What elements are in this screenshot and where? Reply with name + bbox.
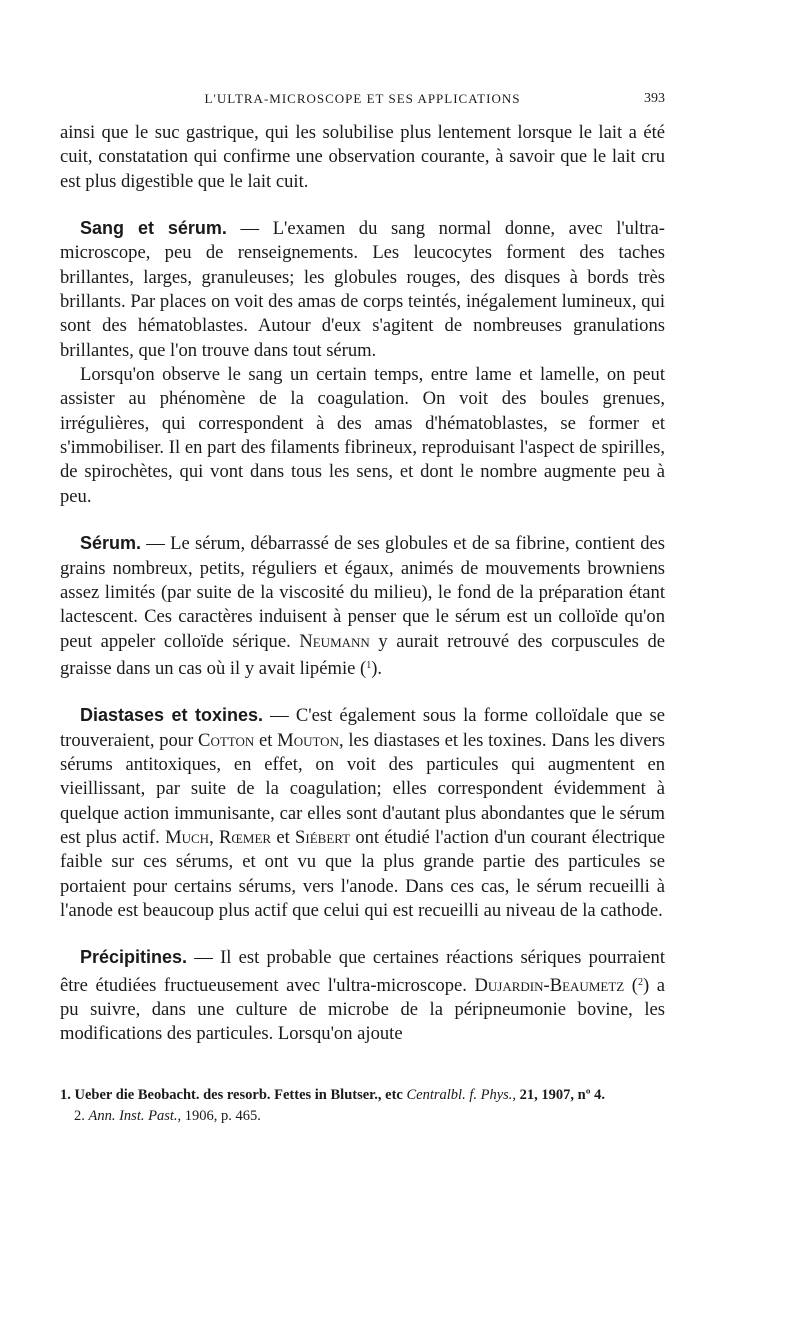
footnote-2-journal: Ann. Inst. Past. xyxy=(88,1108,178,1124)
footnote-1-tail: , 1907, nº 4. xyxy=(534,1087,606,1103)
footnote-ref-1: 1 xyxy=(366,659,372,671)
footnote-1-number: 1. xyxy=(60,1087,71,1103)
footnote-2-tail: , 1906, p. 465. xyxy=(177,1108,261,1124)
diastases-text-6: ont étudié l'action d'un courant électrique faible sur ces sérums, et ont vu que la plus grande partie des particules se portaient pour certains sérums, vers l'anode. Dans ces cas, le sérum recueilli à l'anode est beaucoup plus actif que celui qui est recueilli au niveau de la cathode. xyxy=(60,826,666,921)
precipitines-text-1: — Il est probable que certaines réactions sériques pourraient être étudiées fructueusement avec l'ultra-microscope. xyxy=(60,947,665,996)
section-label-sang: Sang et sérum. xyxy=(80,218,227,239)
diastases-text-4: , xyxy=(209,826,219,848)
author-name: Mouton xyxy=(277,729,339,751)
footnote-1-journal: Centralbl. f. Phys. xyxy=(406,1087,513,1103)
running-title: L'ULTRA-MICROSCOPE ET SES APPLICATIONS xyxy=(204,91,521,106)
footnote-1 xyxy=(60,1085,665,1106)
footnote-1-sep: , xyxy=(512,1087,520,1103)
section-label-serum: Sérum. xyxy=(80,533,142,554)
precipitines-text-3: ) a pu suivre, dans une culture de microbe de la péripneumonie bovine, les modifications des particules. Lorsqu'on ajoute xyxy=(60,974,666,1045)
author-name: Cotton xyxy=(198,729,255,751)
body-text xyxy=(60,121,665,1047)
diastases-text-1: — C'est également sous la forme colloïdale que se trouveraient, pour xyxy=(60,705,666,751)
footnote-2 xyxy=(60,1106,665,1127)
sang-text: — L'examen du sang normal donne, avec l'ultra-microscope, peu de renseignements. Les leucocytes forment des taches brillantes, larges, granuleuses; les globules rouges, des disques à bords très brillants. Par places on voit des amas de corps teintés, inégalement lumineux, qui sont des hématoblastes. Autour d'eux s'agitent de nombreuses granulations brillantes, que l'on trouve dans tout sérum. xyxy=(60,218,665,361)
serum-text-3: ). xyxy=(371,657,383,679)
paragraph-diastases xyxy=(60,703,665,923)
footnote-ref-2: 2 xyxy=(637,976,643,988)
diastases-text-3: , les diastases et les toxines. Dans les divers sérums antitoxiques, en effet, on voit des particules qui augmentent en vieillissant, par suite de la coagulation; elles correspondent évidemment à quelque action immunisante, car elles sont d'autant plus abondantes que le sérum est plus actif. xyxy=(60,729,666,848)
author-name: Dujardin-Beaumetz xyxy=(474,974,625,996)
serum-text-2: y aurait retrouvé des corpuscules de graisse dans un cas où il y avait lipémie ( xyxy=(60,630,665,679)
diastases-text-2: et xyxy=(254,729,278,751)
running-header xyxy=(60,91,665,107)
diastases-text-5: et xyxy=(271,826,296,848)
footnote-1-text: Ueber die Beobacht. des resorb. Fettes in Blutser., etc xyxy=(70,1087,407,1103)
section-label-diastases: Diastases et toxines. xyxy=(80,705,264,726)
precipitines-text-2: ( xyxy=(624,974,638,996)
paragraph-precipitines xyxy=(60,945,665,1046)
author-name: Siébert xyxy=(295,826,351,848)
footnote-2-number: 2. xyxy=(74,1108,85,1124)
page-number: 393 xyxy=(644,91,665,106)
paragraph-coagulation: Lorsqu'on observe le sang un certain temps, entre lame et lamelle, on peut assister au phénomène de la coagulation. On voit des boules grenues, irrégulières, qui correspondent à des amas d'hématoblastes, se former et s'immobiliser. Il en part des filaments fibrineux, reproduisant l'aspect de spirilles, de spirochètes, qui vont dans tous les sens, et dont le nombre augmente peu à peu. xyxy=(60,364,665,507)
footnote-1-volume: 21 xyxy=(519,1087,535,1103)
paragraph-intro: ainsi que le suc gastrique, qui les solubilise plus lentement lorsque le lait a été cuit, constatation qui confirme une observation courante, à savoir que le lait cru est plus digestible que le lait cuit. xyxy=(60,122,665,192)
paragraph-serum xyxy=(60,531,665,681)
author-name: Rœmer xyxy=(218,826,272,848)
footnotes xyxy=(60,1085,665,1127)
section-label-precipitines: Précipitines. xyxy=(80,947,188,968)
serum-text-1: — Le sérum, débarrassé de ses globules et de sa fibrine, contient des grains nombreux, petits, réguliers et égaux, animés de mouvements browniens assez limités (par suite de la viscosité du milieu), le fond de la préparation étant lactescent. Ces caractères induisent à penser que le sérum est un colloïde qu'on peut appeler colloïde sérique. xyxy=(60,533,665,652)
author-name: Much xyxy=(165,826,210,848)
author-name: Neumann xyxy=(299,630,370,652)
paragraph-sang xyxy=(60,216,665,363)
